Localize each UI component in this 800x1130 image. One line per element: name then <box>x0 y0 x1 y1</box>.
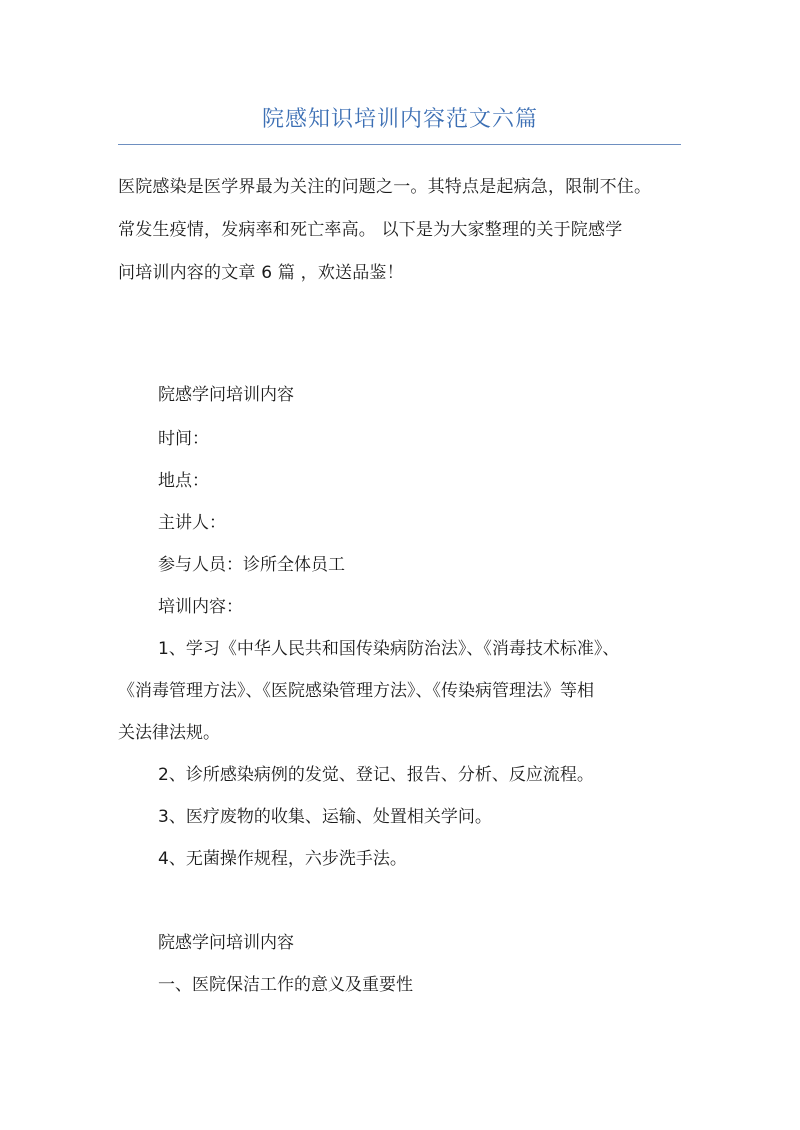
document-title: 院感知识培训内容范文六篇 <box>261 107 538 132</box>
list-item-4: 4、无菌操作规程，六步洗手法。 <box>158 849 407 869</box>
list-item-1-line-3: 关法律法规。 <box>118 723 220 743</box>
intro-line: 常发生疫情，发病率和死亡率高。 以下是为大家整理的关于院感学 <box>118 220 623 240</box>
intro-line: 医院感染是医学界最为关注的问题之一。其特点是起病急，限制不住。 <box>118 177 652 197</box>
list-item-1-line-2: 《消毒管理方法》、《医院感染管理方法》、《传染病管理法》等相 <box>118 681 594 701</box>
list-item-2: 2、诊所感染病例的发觉、登记、报告、分析、反应流程。 <box>158 765 594 785</box>
section-subheading: 一、医院保洁工作的意义及重要性 <box>158 975 413 995</box>
place-label: 地点： <box>158 471 209 491</box>
list-item-3: 3、医疗废物的收集、运输、处置相关学问。 <box>158 807 492 827</box>
speaker-label: 主讲人： <box>158 513 226 533</box>
intro-paragraph <box>118 172 688 301</box>
section-heading: 院感学问培训内容 <box>158 385 294 405</box>
time-label: 时间： <box>158 429 209 449</box>
list-item-1-line-1: 1、学习《中华人民共和国传染病防治法》、《消毒技术标准》、 <box>158 639 620 659</box>
section-heading: 院感学问培训内容 <box>158 933 294 953</box>
intro-line: 问培训内容的文章 6 篇 ，欢送品鉴！ <box>118 263 404 283</box>
participants-line: 参与人员：诊所全体员工 <box>158 555 345 575</box>
content-label: 培训内容： <box>158 597 243 617</box>
title-divider <box>118 144 681 145</box>
